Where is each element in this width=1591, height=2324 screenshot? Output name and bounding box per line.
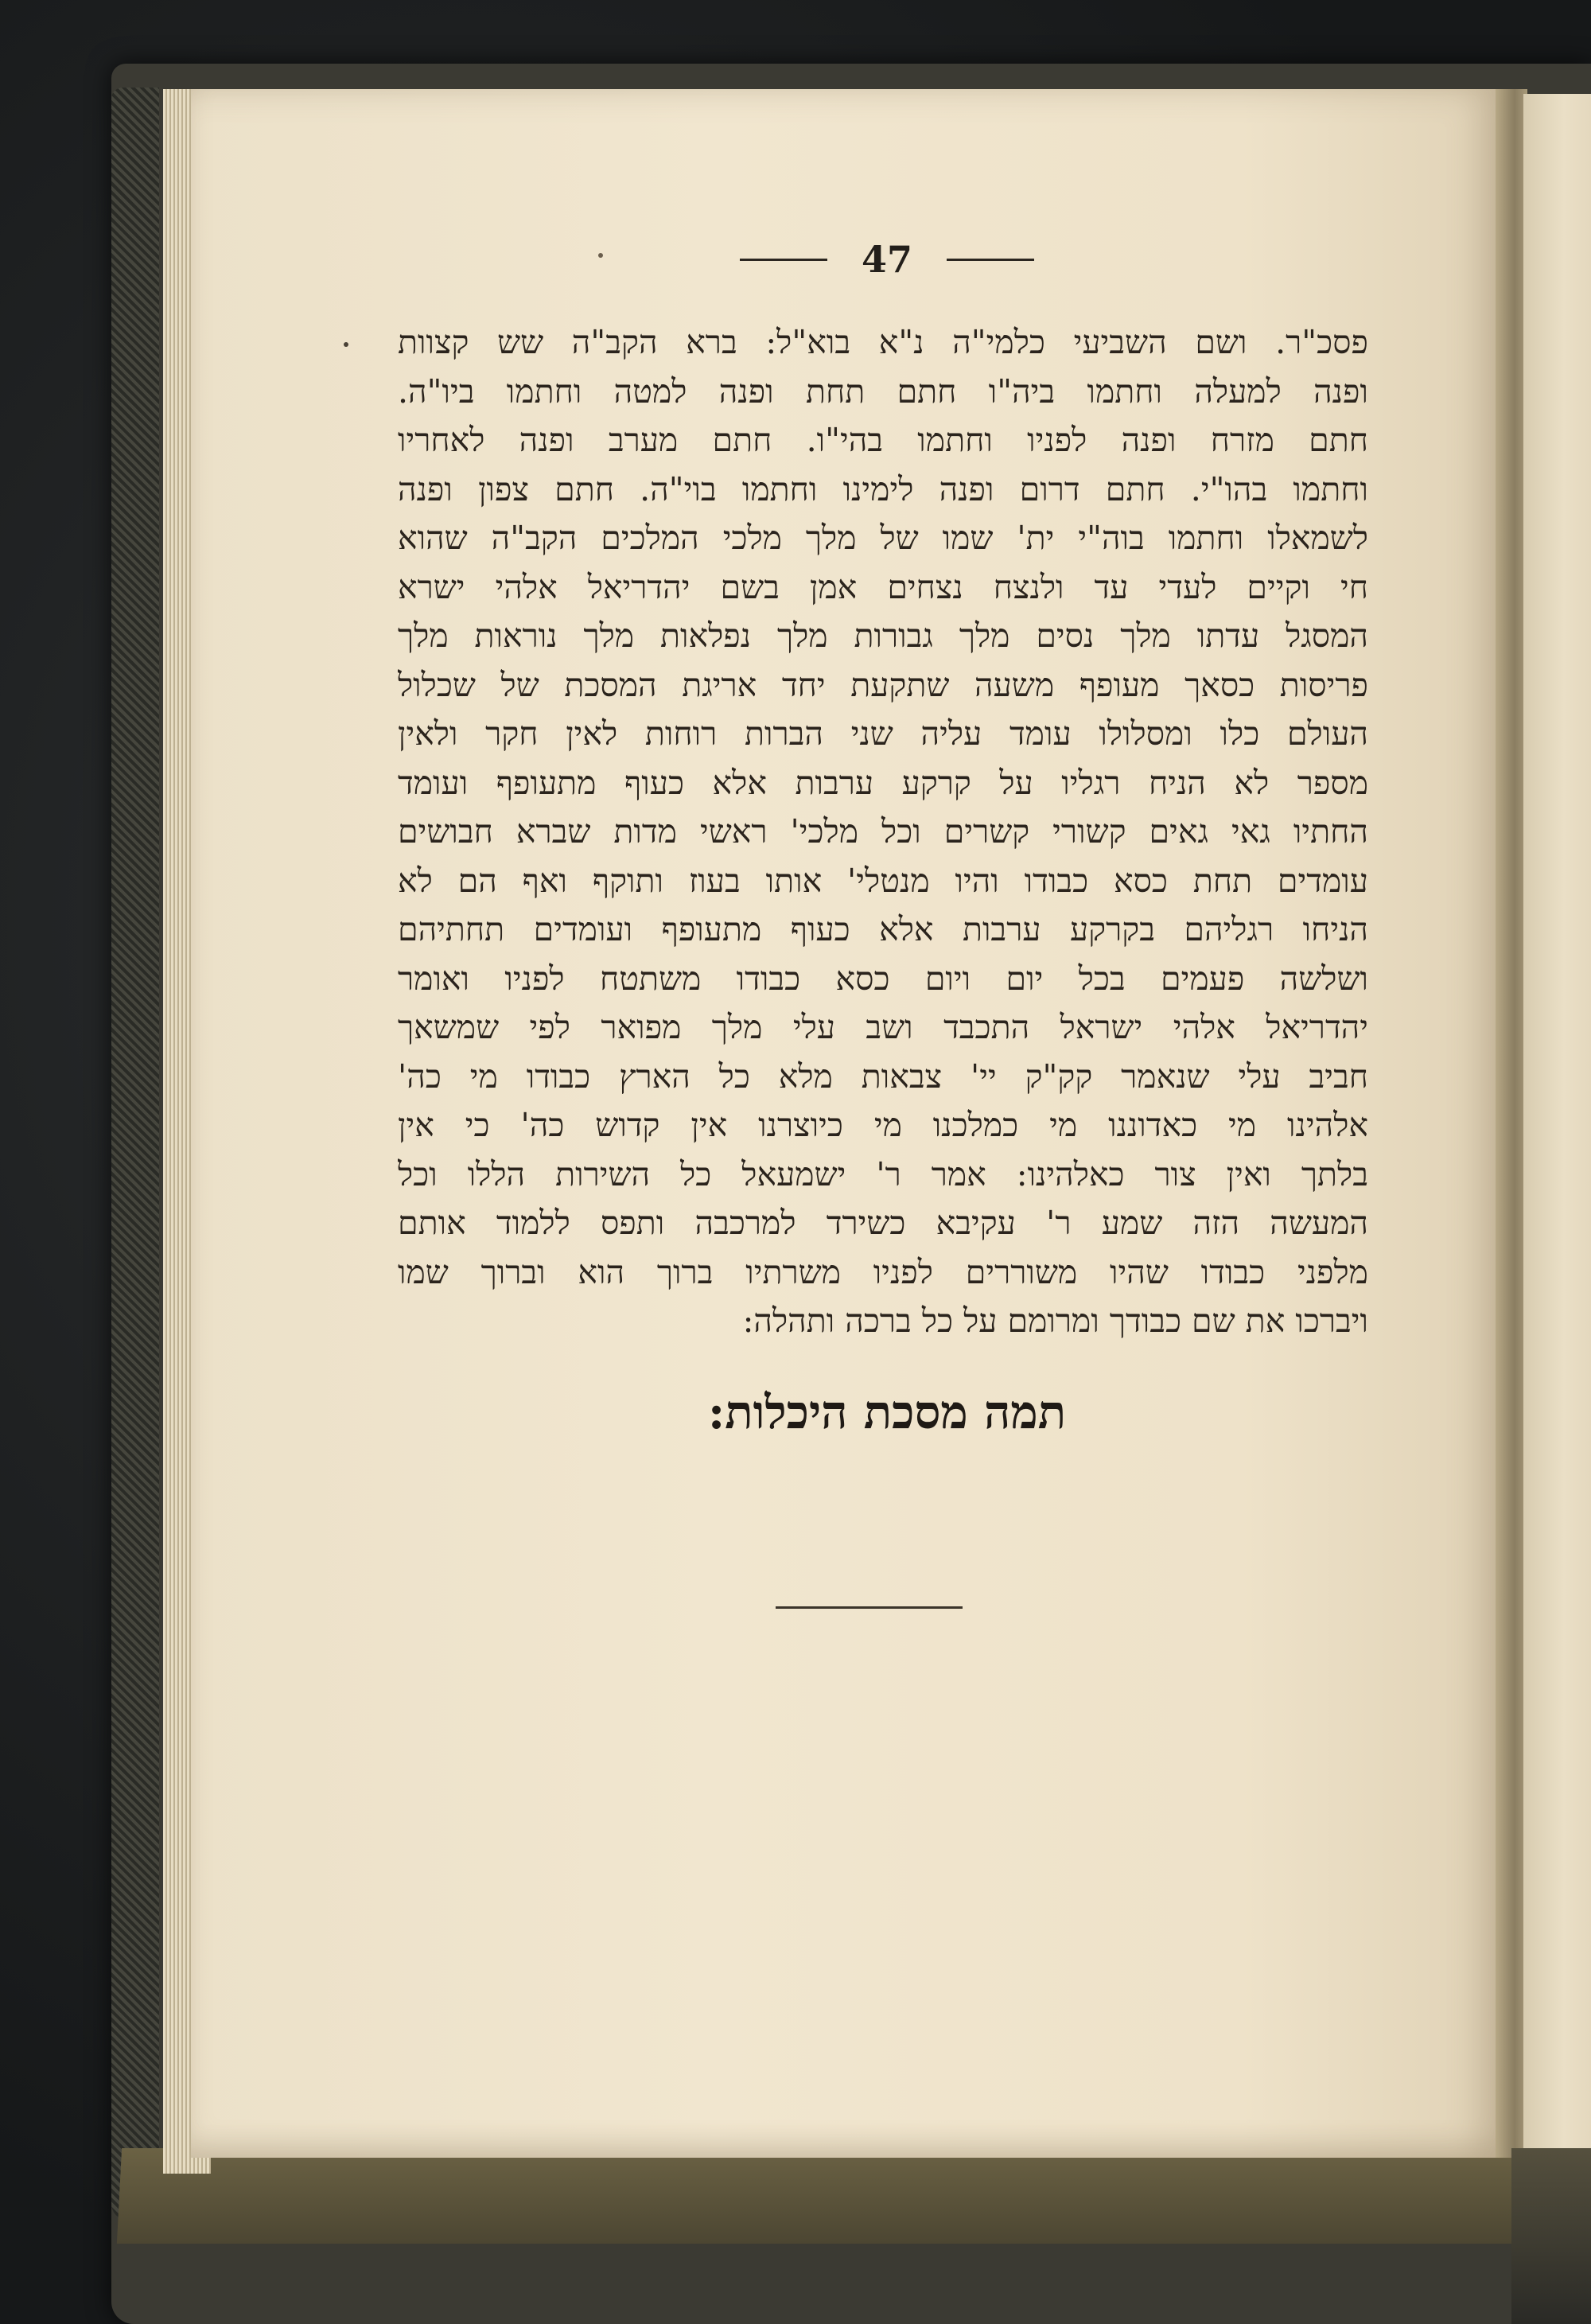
text-line: המעשה הזה שמע ר' עקיבא כשירד למרכבה ותפס ללמוד אותם (398, 1204, 1368, 1242)
text-line: וחתמו בהו"י. חתם דרום ופנה לימינו וחתמו בוי"ה. חתם צפון ופנה (398, 469, 1368, 508)
text-line-last: ויברכו את שם כבודך ומרומם על כל ברכה ותהלה: (742, 1302, 1368, 1340)
text-line: חביב עלי שנאמר קק"ק יי' צבאות מלא כל הארץ כבודו מי כה' (398, 1057, 1368, 1096)
text-line: מספר לא הניח רגליו על קרקע ערבות אלא כעוף מתעופף ועומד (398, 763, 1368, 802)
margin-mark (344, 342, 348, 347)
header-rule-left (740, 259, 827, 261)
book-gutter (1496, 89, 1527, 2158)
text-line: המסגל עדתו מלך נסים מלך גבורות מלך נפלאות מלך נוראות מלך (398, 617, 1368, 655)
print-speck (598, 253, 603, 258)
text-line: אלהינו מי כאדוננו מי כמלכנו מי כיוצרנו אין קדוש כה' כי אין (398, 1106, 1368, 1144)
text-line: פסכ"ר. ושם השביעי כלמי"ה נ"א בוא"ל: ברא הקב"ה שש קצוות (398, 323, 1368, 361)
text-line: חתם מזרח ופנה לפניו וחתמו בהי"ו. חתם מערב ופנה לאחריו (398, 421, 1368, 459)
text-line: הניחו רגליהם בקרקע ערבות אלא כעוף מתעופף ועומדים תחתיהם (398, 910, 1368, 948)
text-line: מלפני כבודו שהיו משוררים לפניו משרתיו ברוך הוא וברוך שמו (398, 1252, 1368, 1291)
text-line: יהדריאל אלהי ישראל התכבד ושב עלי מלך מפואר לפי שמשאך (398, 1008, 1368, 1046)
text-line: בלתך ואין צור כאלהינו: אמר ר' ישמעאל כל השירות הללו וכל (398, 1154, 1368, 1193)
right-cover-edge (1511, 2148, 1591, 2324)
page-header (740, 236, 1034, 283)
text-line: עומדים תחת כסא כבודו והיו מנטלי' אותו בעוז ותוקף ואף הם לא (398, 861, 1368, 900)
text-line: חי וקיים לעדי עד ולנצח נצחים אמן בשם יהדריאל אלהי ישרא (398, 567, 1368, 606)
right-page-edge (1523, 94, 1591, 2155)
text-line: לשמאלו וחתמו בוה"י ית' שמו של מלך מלכי המלכים הקב"ה שהוא (398, 519, 1368, 557)
page-number: 47 (861, 238, 912, 281)
cover-bottom-edge (117, 2148, 1522, 2244)
closing-title: תמה מסכת היכלות: (707, 1385, 1067, 1439)
end-rule (776, 1606, 963, 1609)
text-line: ופנה למעלה וחתמו ביה"ו חתם תחת ופנה למטה וחתמו ביו"ה. (398, 372, 1368, 411)
header-rule-right (947, 259, 1034, 261)
text-line: החתיו גאי גאים קשורי קשרים וכל מלכי' ראשי מדות שברא חבושים (398, 812, 1368, 851)
text-line: פריסות כסאך מעופף משעה שתקעת יחד אריגת המסכת של שכלול (398, 665, 1368, 704)
cover-spine (111, 88, 159, 2220)
text-line: ושלשה פעמים בכל יום ויום כסא כבודו משתטח לפניו ואומר (398, 959, 1368, 998)
body-text (398, 318, 1368, 1346)
text-line: העולם כלו ומסלולו עומד עליה שני הברות רוחות לאין חקר ולאין (398, 714, 1368, 753)
